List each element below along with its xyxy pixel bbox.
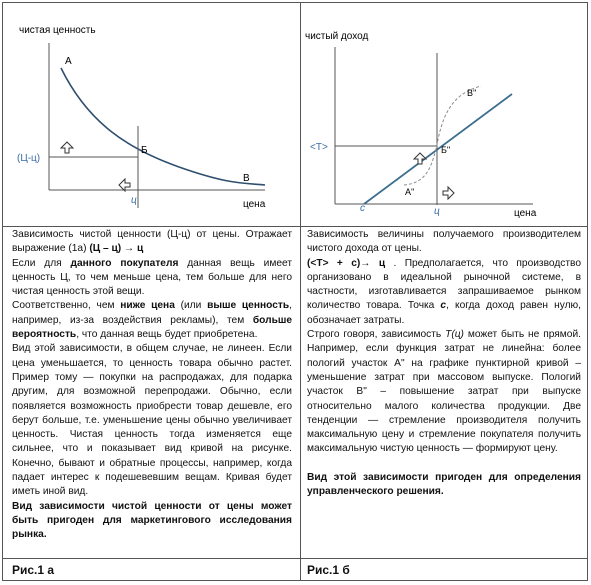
right-caption: Рис.1 б [307, 563, 350, 577]
arrow-up-icon [414, 153, 426, 164]
left-description [12, 228, 292, 543]
left-net-value-curve [61, 68, 265, 185]
left-chart [3, 3, 299, 225]
right-point-v2: В'' [467, 88, 477, 98]
right-origin-mark: с [360, 203, 365, 214]
left-paragraph-2: Если для данного покупателя данная вещь имеет ценность Ц, то чем меньше цена, тем больше для него чистая ценность этой вещи. [12, 257, 292, 298]
chart-row-divider [2, 226, 588, 227]
left-paragraph-1: Зависимость чистой ценности (Ц-ц) от цены. Отражает выражение (1а) (Ц – ц) → ц [12, 229, 292, 255]
right-income-line [364, 94, 512, 204]
left-x-mark: ц [131, 195, 137, 206]
left-point-a: А [65, 56, 72, 67]
right-paragraph-2: (<T> + c)→ ц . Предполагается, что производство организовано в идеальной рыночной системе, в частности, изготавливается запрашиваемое рынком количество товара. Точка с, когда доход равен нулю, обозначает затраты. [307, 257, 582, 326]
right-paragraph-4: Вид этой зависимости пригоден для определения управленческого решения. [307, 471, 581, 498]
left-y-axis-label: чистая ценность [19, 25, 96, 36]
left-x-axis-label: цена [243, 199, 266, 210]
arrow-left-icon [119, 179, 130, 191]
left-y-mark: (Ц-ц) [17, 153, 41, 164]
left-paragraph-5: Вид зависимости чистой ценности от цены может быть пригоден для маркетингового исследования рынка. [12, 500, 292, 541]
right-paragraph-1: Зависимость величины получаемого производителем чистого дохода от цены. [307, 229, 581, 255]
right-paragraph-3: Строго говоря, зависимость T(ц) может быть не прямой. Например, если функция затрат не линейна: более пологий участок А" на графике пунктирной кривой – уменьшение затрат при массовом выпуске. Пологий участок В" – повышение затрат при выпуске относительно малого количества продукции. Две тенденции — стремление производителя получить максимальную цену и стремление покупателя получить максимальную чистую ценность — формируют цену. [307, 329, 581, 455]
caption-row-divider [2, 558, 588, 559]
left-paragraph-4: Вид этой зависимости, в общем случае, не линеен. Если цена уменьшается, то ценность товара обычно растет. Пример тому — покупки на распродажах, для подарка другим, для возможной перепродажи. Обычно, если появляется возможность приобрести товар дешевле, его берут больше, т.е. уменьшение цены обычно увеличивает ценность. Чистая ценность тогда изменяется еще сильнее, что и показывает вид кривой на рисунке. Конечно, бывают и обратные процессы, например, когда падает интерес к подешевевшим вещам. Кривая будет иметь иной вид. [12, 343, 292, 498]
right-point-a2: А'' [405, 187, 415, 197]
right-y-axis-label: чистый доход [305, 31, 369, 42]
right-x-axis-label: цена [514, 208, 537, 219]
left-caption: Рис.1 а [12, 563, 55, 577]
right-chart [301, 3, 588, 225]
right-point-b2: Б'' [441, 145, 451, 155]
left-point-b: Б [141, 145, 148, 156]
left-paragraph-3: Соответственно, чем ниже цена (или выше ценность, например, из-за воздействия рекламы), тем больше вероятность, что данная вещь будет приобретена. [12, 300, 292, 341]
arrow-up-icon [61, 142, 73, 153]
left-point-v: В [243, 173, 250, 184]
right-cost-dashed-curve [404, 86, 481, 185]
right-description [307, 228, 581, 499]
arrow-right-icon [443, 187, 454, 199]
right-x-mark: ц [434, 206, 440, 217]
right-y-mark: <T> [310, 142, 328, 153]
